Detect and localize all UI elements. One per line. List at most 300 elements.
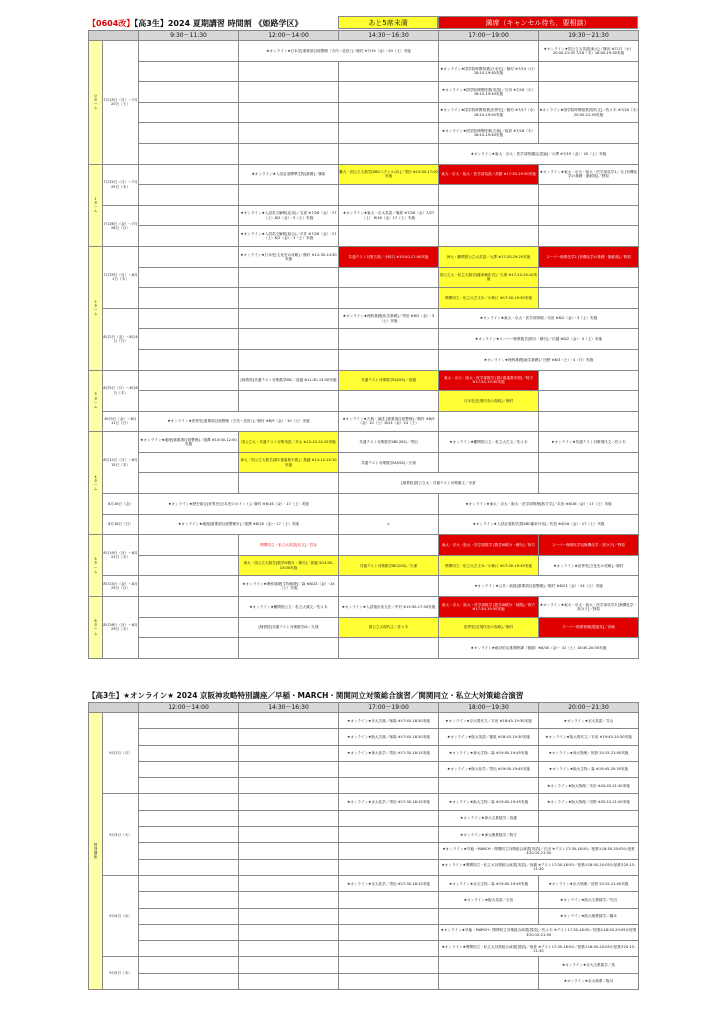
course-cell: ★オンライン★京大化学／男田 ※17:30-18:15実施 (339, 794, 439, 810)
empty-cell (139, 827, 239, 843)
course-cell: ★オンライン★京大物理／田野 20:15-21:00実施 (539, 875, 639, 891)
empty-cell (339, 908, 439, 924)
empty-cell (139, 713, 239, 729)
table-row (89, 713, 639, 729)
course-cell: ★オンライン★古典・論述 [重要項目総整理]／飯村 ※8/9（金）10（土）8/23（金）24（土） (339, 411, 439, 432)
header-corner (89, 31, 139, 41)
empty-cell (239, 843, 339, 859)
empty-cell (239, 473, 339, 494)
course-cell: ★オンライン★入試英文解釈[応用]／名倉 ※7/26（金）・27（土）8/2（金）・3（土）実施 (239, 205, 339, 226)
course-cell: ★オンライン★国学院時間授業[現代文]／佐々木 ※7/18（木）20:00-21:30実施 (539, 102, 639, 123)
empty-cell (539, 411, 639, 432)
empty-cell (139, 349, 239, 370)
table-row (89, 514, 639, 535)
empty-cell (239, 713, 339, 729)
empty-cell (339, 288, 439, 309)
empty-cell (339, 226, 439, 247)
course-cell: ★オンライン★阪大生物／森 ※19:00-19:45実施 (439, 794, 539, 810)
course-cell: v (339, 514, 439, 535)
course-cell: 日本史[近現代史の攻略]／飯村 (439, 391, 539, 412)
empty-cell (139, 617, 239, 638)
table-row (89, 246, 639, 267)
course-cell: ★オンライン★難関国公立・私立大漢文／佐々木 (239, 597, 339, 618)
special-course-table (88, 702, 639, 990)
empty-cell (339, 941, 439, 957)
course-cell: 神大・国公立大数学[数学III微分・積分]／鳥越 ※13:00-15:00実施 (239, 555, 339, 576)
empty-cell (139, 576, 239, 597)
empty-cell (239, 638, 339, 659)
date-cell: 9月2日（月） (103, 713, 139, 794)
table-row (89, 329, 639, 350)
course-cell: スーパー理系化学2[無機化学・高分子]／野原 (539, 535, 639, 556)
table-row (89, 61, 639, 82)
table-row (89, 875, 639, 891)
course-cell: 神大・難関国公立大英語／大澤 ※17:20-19:20実施 (439, 246, 539, 267)
empty-cell (339, 973, 439, 989)
empty-cell (539, 473, 639, 494)
empty-cell (139, 308, 239, 329)
course-cell: ★オンライン★神大生物／森 ※19:00-19:45実施 (439, 745, 539, 761)
empty-cell (239, 61, 339, 82)
date-cell: 8月18日（日） (103, 514, 139, 535)
table-row (89, 308, 639, 329)
table-row (89, 535, 639, 556)
table-row (89, 143, 639, 164)
header-corner (89, 703, 139, 713)
course-cell: ★オンライン★阪大生物／森 ※19:45-20:30実施 (539, 761, 639, 777)
course-cell: ★オンライン★神大物理／田野 20:15-21:00実施 (539, 745, 639, 761)
course-cell: ★オンライン★日本史[重要項目総整理（古代〜近世）]／飯村 ※7/19（金）・20（土）実施 (239, 41, 439, 62)
empty-cell (339, 827, 439, 843)
empty-cell (339, 61, 439, 82)
date-cell: 9月4日（水） (103, 875, 139, 956)
date-cell: 7月26日（金）〜7月28日（日） (103, 205, 139, 246)
course-cell: ★オンライン★京大生物／森 ※19:00-19:45実施 (439, 875, 539, 891)
table-row (89, 892, 639, 908)
table-row (89, 729, 639, 745)
empty-cell (139, 908, 239, 924)
empty-cell (439, 973, 539, 989)
table-row (89, 370, 639, 391)
summer-schedule-table (88, 30, 639, 659)
course-cell: 関関同立・私立大英語[長文]／宮谷 (239, 535, 339, 556)
table-row (89, 391, 639, 412)
course-cell: ★オンライン★共通テスト対策現代文／佐々木 (539, 432, 639, 453)
empty-cell (139, 794, 239, 810)
empty-cell (139, 973, 239, 989)
course-cell: ★オンライン★理科基礎[化学基礎]／男田 ※8/2（金）・3（土）実施 (339, 308, 439, 329)
empty-cell (539, 123, 639, 144)
course-cell: 国公立大・私立大数学[確率漸化式]／久保 ※17:10-19:10実施 (439, 267, 539, 288)
empty-cell (239, 859, 339, 875)
empty-cell (239, 973, 339, 989)
course-cell: スーパー理系化学2 [有機化学の基礎・脂肪族]／野原 (539, 246, 639, 267)
empty-cell (239, 778, 339, 794)
course-cell: ★オンライン★京大文系数学／鳥 (539, 957, 639, 973)
term-label: 2 タ ー ム (89, 246, 103, 370)
table-row (89, 226, 639, 247)
course-cell: ★オンライン★国学院時間授業[英語]／石田 ※7/16（火）18:10-19:40実施 (439, 82, 539, 103)
empty-cell (439, 411, 539, 432)
empty-cell (239, 761, 339, 777)
date-cell: 8月19日（月）〜8月22日（木） (103, 535, 139, 576)
course-cell: ★オンライン★阪大化学／男田 ※19:00-19:45実施 (439, 761, 539, 777)
course-cell: ★オンライン★難関国公立・私立大古文／佐々木 (439, 432, 539, 453)
empty-cell (539, 82, 639, 103)
empty-cell (239, 185, 339, 206)
course-cell: ★オンライン★阪大物理／田野 ※20:15-21:00実施 (539, 794, 639, 810)
date-cell: 8月9日（金）〜8月11日（日） (103, 411, 139, 432)
table-row (89, 349, 639, 370)
table-row (89, 827, 639, 843)
empty-cell (139, 452, 239, 473)
course-cell: 世界史[近現代史の攻略]／飯村 (439, 617, 539, 638)
date-cell: 8月26日（月）〜8月29日（木） (103, 597, 139, 659)
date-cell: 8月23日（金）〜8月25日（日） (103, 576, 139, 597)
table-row (89, 164, 639, 185)
empty-cell (139, 875, 239, 891)
table-row (89, 473, 639, 494)
table-row (89, 576, 639, 597)
course-cell: スーパー理系物理[電磁気]／田崎 (539, 617, 639, 638)
course-cell: 東大・京大・阪大・医学部数学 [数C複素数平面]／阿方 ※17:30-19:30実施 (439, 370, 539, 391)
empty-cell (139, 205, 239, 226)
empty-cell (539, 185, 639, 206)
empty-cell (139, 226, 239, 247)
empty-cell (139, 123, 239, 144)
course-cell: ★オンライン★阪大英語／篠原 ※18:45-19:30実施 (439, 729, 539, 745)
table-row (89, 761, 639, 777)
empty-cell (139, 143, 239, 164)
empty-cell (139, 729, 239, 745)
course-cell: ★オンライン★入試英文解釈[総合]／平井 ※7/26（金）・27（土）8/2（金）・3（土）実施 (239, 226, 339, 247)
empty-cell (239, 745, 339, 761)
course-cell: ★オンライン★神大理系数学／阿方 (439, 827, 539, 843)
empty-cell (339, 892, 439, 908)
empty-cell (539, 810, 639, 826)
empty-cell (239, 329, 339, 350)
time-slot-header: 14:30～16:30 (239, 703, 339, 713)
empty-cell (539, 61, 639, 82)
empty-cell (339, 123, 439, 144)
empty-cell (439, 452, 539, 473)
course-cell: ★オンライン★阪大古典／保森 ※17:45-18:30実施 (339, 729, 439, 745)
empty-cell (339, 638, 439, 659)
empty-cell (439, 778, 539, 794)
empty-cell (539, 226, 639, 247)
empty-cell (139, 164, 239, 185)
term-label: 5 タ ー ム (89, 535, 103, 597)
time-slot-header: 12:00～14:00 (139, 703, 239, 713)
empty-cell (239, 123, 339, 144)
table-row (89, 102, 639, 123)
empty-cell (239, 908, 339, 924)
course-cell: ★オンライン★関関同立・私立大対策総合演習[国語]／坂倉 ※テスト17:30-18:50／授業①18:50-20:05＆授業②20:15-21:30 (439, 941, 639, 957)
table-row (89, 432, 639, 453)
course-cell: ★オンライン★入試必須数学[数IIBC確率分布]／佐伯 ※8/16（金）・17（土）実施 (439, 514, 639, 535)
legend-few-seats: あと5席未満 (338, 16, 438, 29)
empty-cell (239, 941, 339, 957)
empty-cell (139, 329, 239, 350)
empty-cell (439, 41, 539, 62)
time-slot-header: 12:00～14:00 (239, 31, 339, 41)
empty-cell (139, 61, 239, 82)
empty-cell (239, 892, 339, 908)
empty-cell (339, 576, 439, 597)
term-label: 1 タ ー ム (89, 164, 103, 246)
term-label: 4 タ ー ム (89, 432, 103, 535)
course-cell: ★オンライン★京大現代文／木田 ※18:45-19:30実施 (439, 713, 539, 729)
empty-cell (239, 924, 339, 940)
course-cell: ★オンライン★京大古典／保森 ※17:45-18:30実施 (339, 713, 439, 729)
time-slot-header: 19:30～21:30 (539, 31, 639, 41)
empty-cell (139, 859, 239, 875)
course-cell: ★オンライン★東大・京大・阪大・医学部化学1／吉 [有機化学の基礎・脂肪族]／野原 (539, 164, 639, 185)
empty-cell (339, 329, 439, 350)
table-row (89, 794, 639, 810)
course-cell: ★オンライン★地理[重要項目総整理②]／境澤 ※8/16（金）・17（土）実施 (139, 514, 339, 535)
course-cell: [帰着校]国公立大・共通テスト対策漢文／末倉 (339, 473, 539, 494)
course-cell: ★オンライン★阪大現代文／木田 ※19:45-20:30実施 (539, 729, 639, 745)
table-row (89, 41, 639, 62)
empty-cell (239, 82, 339, 103)
date-cell: 8月5日（月）〜8月8日（木） (103, 370, 139, 411)
empty-cell (239, 957, 339, 973)
empty-cell (239, 308, 339, 329)
course-cell: [帰着校]共通テスト対策数学IBC／鳥越 ※11:30-13:30実施 (239, 370, 339, 391)
course-cell: 東大・京大・阪大・医学部英語／高階 ※17:30-19:30実施 (439, 164, 539, 185)
empty-cell (139, 638, 239, 659)
course-cell: ★オンライン★東大・京大・阪大・医学部物理[熱力学]／末田 ※8/16（金）・17（土）実施 (439, 494, 639, 515)
empty-cell (139, 288, 239, 309)
schedule-title-2: 【高3生】★オンライン★ 2024 京阪神攻略特別講座／早稲・MARCH・関関同立対策総合演習／関関同立・私立大対策総合演習 (88, 691, 524, 700)
empty-cell (139, 778, 239, 794)
course-cell: ★オンライン★阪大文系数学／矢田 (539, 892, 639, 908)
table-row (89, 82, 639, 103)
empty-cell (239, 794, 339, 810)
course-cell: ★オンライン★早稲・MARCH・関関同立対策総合演習[国語]／佐々木 ※テスト17:30-18:50／授業①18:50-20:05＆授業②20:15-21:30 (439, 924, 639, 940)
empty-cell (539, 452, 639, 473)
course-cell: [帰着校]共通テスト対策数学IA／久保 (239, 617, 339, 638)
empty-cell (139, 745, 239, 761)
empty-cell (239, 391, 339, 412)
empty-cell (539, 205, 639, 226)
course-cell: ★オンライン★早稲・MARCH・関関同立対策総合演習[英語]／石田 ※テスト17:30-18:50／授業①18:50-20:05＆授業②20:15-21:30 (439, 843, 639, 859)
course-cell: ★オンライン★東大・京大・医学部特講[記述論]／小澤 ※7/19（金）・20（土）実施 (439, 143, 639, 164)
course-cell: 関関同立・私立大古文②／小林口 ※17:30-19:30実施 (439, 288, 539, 309)
empty-cell (239, 827, 339, 843)
empty-cell (139, 246, 239, 267)
course-cell: 共通テスト対策数学IA(ISS)／鳥越 (339, 370, 439, 391)
time-slot-header: 9:30～11:30 (139, 31, 239, 41)
empty-cell (339, 349, 439, 370)
course-cell: ★オンライン★神大化学／男田 ※17:30-18:15実施 (339, 745, 439, 761)
empty-cell (139, 82, 239, 103)
term-label: 6 タ ー ム (89, 597, 103, 659)
course-cell: 共通テスト対策古典／小林口 ※15:00-17:00実施 (339, 246, 439, 267)
empty-cell (139, 924, 239, 940)
table-row (89, 494, 639, 515)
schedule-title-1: 【0604改】【高3生】2024 夏期講習 時間割 《姫路学区》 (88, 19, 303, 28)
empty-cell (239, 875, 339, 891)
time-slot-header: 17:00～19:00 (439, 31, 539, 41)
empty-cell (139, 761, 239, 777)
course-cell: ★オンライン★日本史[文化史の攻略]／飯村 ※12:30-14:30実施 (239, 246, 339, 267)
empty-cell (439, 185, 539, 206)
table-row (89, 859, 639, 875)
empty-cell (339, 778, 439, 794)
course-cell: ★オンライン★阪大理系数学／橋本 (539, 908, 639, 924)
course-cell: ★オンライン★理科基礎[地学基礎]／田野 ※8/3（土）・4（日）実施 (439, 349, 639, 370)
empty-cell (339, 843, 439, 859)
empty-cell (339, 391, 439, 412)
empty-cell (139, 941, 239, 957)
course-cell: ★オンライン★地理[重要項目総整理]／境澤 ※10:00-12:00実施 (139, 432, 239, 453)
course-cell: 難大・国公立大数学[IIBCベクトル(2)]／男田 ※15:00-17:00実施 (339, 164, 439, 185)
empty-cell (139, 555, 239, 576)
date-cell: 8月12日（月）〜8月15日（木） (103, 432, 139, 494)
course-cell: ★オンライン★理科基礎[生物基礎]／森 ※8/23（金）・24（土）実施 (239, 576, 339, 597)
table-row (89, 411, 639, 432)
course-cell: ★オンライン★神大文系数学／鳥越 (439, 810, 539, 826)
empty-cell (139, 267, 239, 288)
course-cell: 関関同立・私立大古文③／小林口 ※17:30-19:30実施 (439, 555, 539, 576)
course-cell: 共通テスト対策数学IA(ISS)／久保 (339, 452, 439, 473)
course-cell: 国公立大・共通テスト対策英語／井山 ※12:10-14:10実施 (239, 432, 339, 453)
course-cell: 神大・国公立大数学[数C複素数平面]／鳥越 ※12:10-14:10実施 (239, 452, 339, 473)
course-cell: 国公立大現代文／佐々木 (339, 617, 439, 638)
table-row (89, 205, 639, 226)
empty-cell (339, 957, 439, 973)
table-row (89, 941, 639, 957)
table-row (89, 810, 639, 826)
table-row (89, 452, 639, 473)
date-cell: 8月16日（金） (103, 494, 139, 515)
empty-cell (139, 843, 239, 859)
empty-cell (139, 370, 239, 391)
table-row (89, 973, 639, 989)
date-cell: 8月2日（金）〜8月4日（日） (103, 308, 139, 370)
empty-cell (339, 143, 439, 164)
time-slot-header: 20:00～21:30 (539, 703, 639, 713)
empty-cell (439, 908, 539, 924)
course-cell: ★オンライン★京大英語／井山 (539, 713, 639, 729)
term-label: 特 別 講 座 (89, 713, 103, 990)
course-cell: ★オンライン★東大・京大・医学部物理／末田 ※8/2（金）・3（土）実施 (439, 308, 639, 329)
course-cell: 共通テスト対策数学IIBC(ISS)／男田 (339, 432, 439, 453)
empty-cell (239, 143, 339, 164)
empty-cell (239, 729, 339, 745)
date-cell: 7月15日（月）〜7月20日（土） (103, 41, 139, 165)
empty-cell (339, 267, 439, 288)
course-cell: ★オンライン★東大・京大英語／篠原 ※7/26（金）7/27（土） 8/16（金）17（土）実施 (339, 205, 439, 226)
time-slot-header: 18:00～19:30 (439, 703, 539, 713)
course-cell: ★オンライン★国学院時間授業[日本史]／飯村 ※7/15（月）18:10-19:40実施 (439, 61, 539, 82)
empty-cell (239, 810, 339, 826)
course-cell: ★オンライン★国学院時間授業[古典]／坂倉 ※7/18（木）18:10-19:40実施 (439, 123, 539, 144)
table-row (89, 745, 639, 761)
empty-cell (139, 185, 239, 206)
empty-cell (539, 391, 639, 412)
empty-cell (539, 288, 639, 309)
course-cell: ★オンライン★京大理系／阪川 (539, 973, 639, 989)
table-row (89, 908, 639, 924)
empty-cell (339, 535, 439, 556)
course-cell: ★オンライン★入試頻出英文法／中村 ※15:30-17:30実施 (339, 597, 439, 618)
table-row (89, 924, 639, 940)
empty-cell (339, 810, 439, 826)
table-row (89, 778, 639, 794)
table-row (89, 957, 639, 973)
table-row (89, 638, 639, 659)
legend-full: 満席（キャンセル待ち，要相談） (438, 16, 638, 29)
table-row (89, 843, 639, 859)
date-cell: 7月29日（月）〜8月1日（木） (103, 246, 139, 308)
course-cell: ★オンライン★公共・政経[重要項目総整理]／飯村 ※8/23（金）・24（土）実施 (439, 576, 639, 597)
empty-cell (339, 924, 439, 940)
course-cell: ★オンライン★国公立大英語[東大]／篠田 ※7/17（水）20:00-21:30 7/18（木）18:00-19:30実施 (539, 41, 639, 62)
course-cell: ★オンライン★世界史[文化史の攻略]／飯村 (539, 555, 639, 576)
empty-cell (139, 597, 239, 618)
course-cell: ★オンライン★阪大物理／末田 ※20:45-21:30実施 (539, 778, 639, 794)
table-row (89, 123, 639, 144)
empty-cell (339, 82, 439, 103)
empty-cell (539, 827, 639, 843)
course-cell: ★オンライン★スーパー理系数学[微分・積分]／川越 ※8/2（金）・3（土）実施 (439, 329, 639, 350)
course-cell: ★オンライン★歴史総合[世界史]日本史のポイント]／飯村 ※8/16（金）・17（土）実施 (139, 494, 339, 515)
time-slot-header: 14:30～16:30 (339, 31, 439, 41)
empty-cell (139, 391, 239, 412)
course-cell: ★オンライン★関関同立・私立大対策総合演習[英語]／高橋 ※テスト17:30-18:50／授業①18:50-20:05＆授業②20:15-21:30 (439, 859, 639, 875)
term-label: 3 タ ー ム (89, 370, 103, 432)
empty-cell (539, 370, 639, 391)
empty-cell (239, 349, 339, 370)
table-row (89, 597, 639, 618)
course-cell: ★オンライン★統計的な推測特講（後期）※8/30（金）・31（土）18:30-20:00実施 (439, 638, 639, 659)
table-row (89, 555, 639, 576)
date-cell: 9月3日（火） (103, 794, 139, 875)
empty-cell (139, 810, 239, 826)
empty-cell (439, 957, 539, 973)
empty-cell (339, 859, 439, 875)
term-label: 0 タ ー ム (89, 41, 103, 165)
empty-cell (339, 185, 439, 206)
course-cell: ★オンライン★国学院時間授業[世界史]／飯村 ※7/17（水）18:10-19:40実施 (439, 102, 539, 123)
course-cell: ★オンライン★京大化学／男田 ※17:30-18:15実施 (339, 875, 439, 891)
empty-cell (339, 102, 439, 123)
course-cell: 東大・京大・阪大・医学部数学 [数学III積分・極限]／阿方 ※17:30-19:30実施 (439, 597, 539, 618)
empty-cell (139, 535, 239, 556)
course-cell: ★オンライン★阪大英語／石田 (439, 892, 539, 908)
empty-cell (339, 761, 439, 777)
course-cell: ★オンライン★東大・京大・阪大・医学部化学3 [無機化学・高分子]／野原 (539, 597, 639, 618)
course-cell: ★オンライン★世界史[重要項目総整理（古代〜近世）]／飯村 ※8/9（金）・10（土）実施 (139, 411, 339, 432)
empty-cell (139, 957, 239, 973)
empty-cell (239, 102, 339, 123)
table-row (89, 185, 639, 206)
empty-cell (139, 892, 239, 908)
empty-cell (239, 288, 339, 309)
empty-cell (139, 102, 239, 123)
empty-cell (439, 226, 539, 247)
empty-cell (539, 267, 639, 288)
empty-cell (239, 267, 339, 288)
empty-cell (139, 41, 239, 62)
table-row (89, 617, 639, 638)
empty-cell (439, 205, 539, 226)
date-cell: 9月5日（木） (103, 957, 139, 990)
course-cell: 共通テスト対策数学IBC(ISS)／久保 (339, 555, 439, 576)
